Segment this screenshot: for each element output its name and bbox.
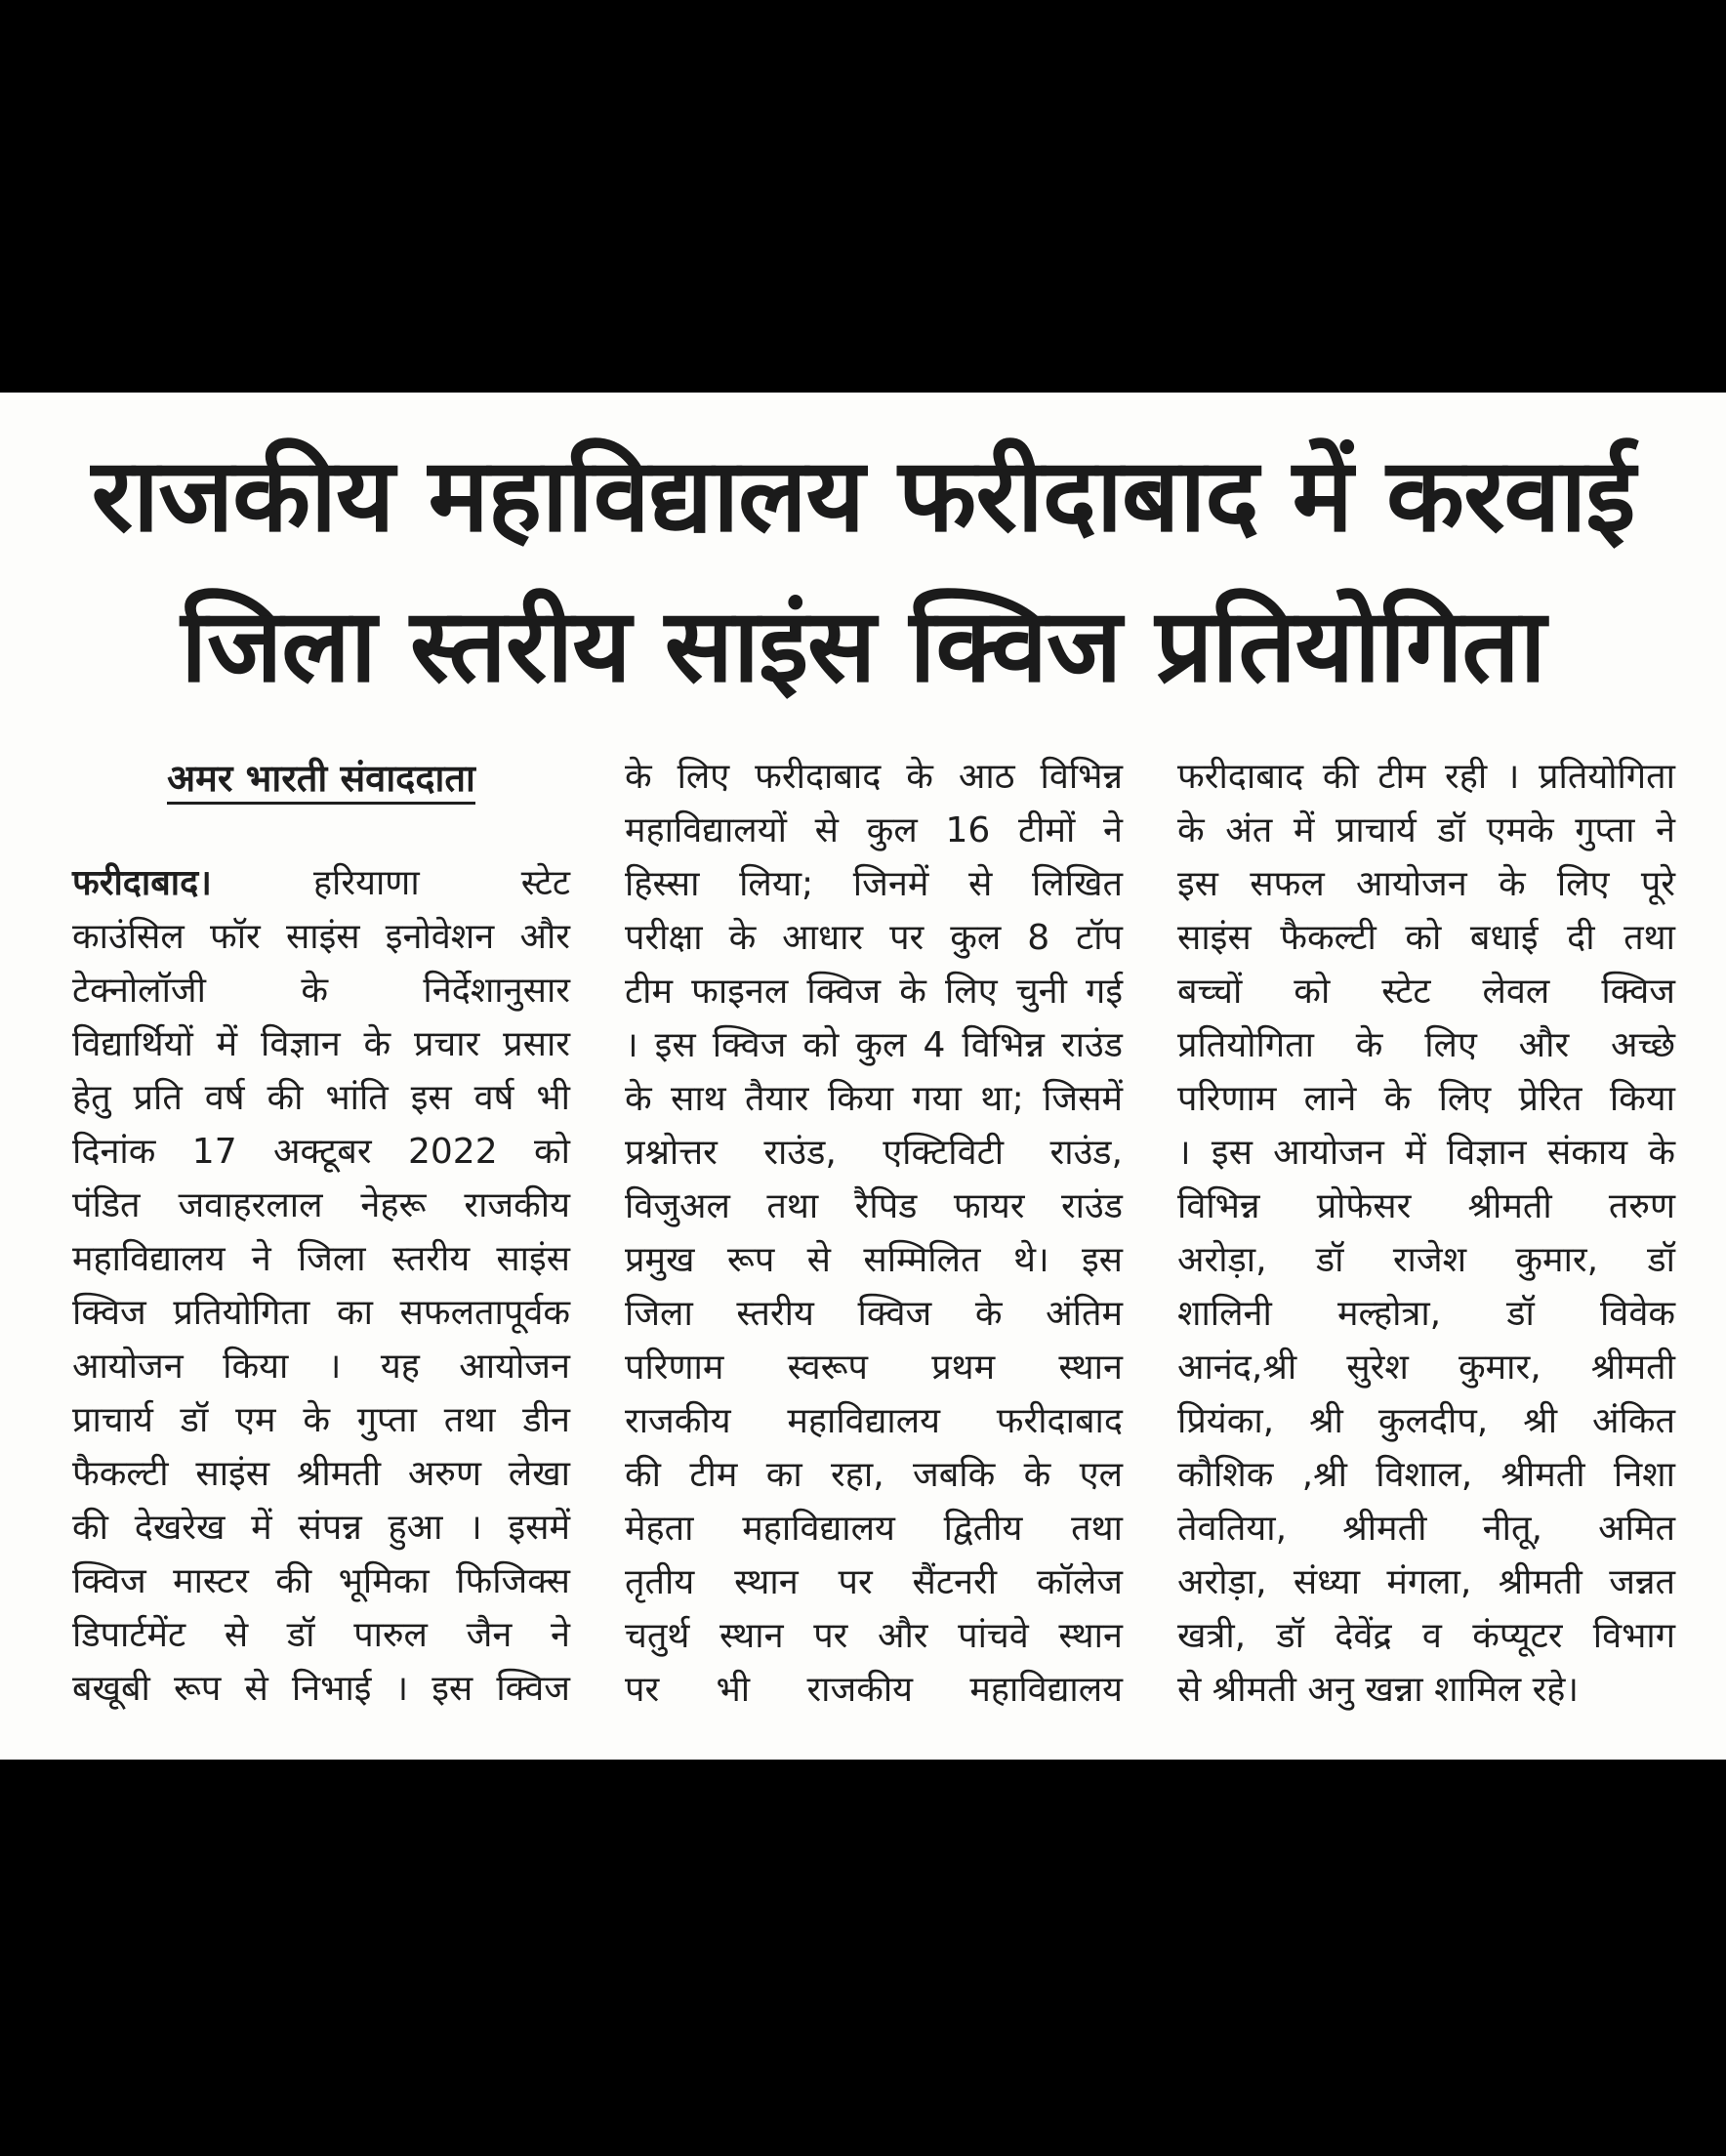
- article-line: फैकल्टी साइंस श्रीमती अरुण लेखा: [72, 1454, 570, 1494]
- article-line: विजुअल तथा रैपिड फायर राउंड: [625, 1186, 1123, 1226]
- article-line: आयोजन किया । यह आयोजन: [72, 1347, 570, 1387]
- article-line: राजकीय महाविद्यालय फरीदाबाद: [625, 1401, 1123, 1441]
- article-line: काउंसिल फॉर साइंस इनोवेशन और: [72, 917, 570, 957]
- article-line: दिनांक 17 अक्टूबर 2022 को: [72, 1132, 570, 1172]
- article-line: खत्री, डॉ देवेंद्र व कंप्यूटर विभाग: [1177, 1616, 1675, 1656]
- article-line: जिला स्तरीय क्विज के अंतिम: [625, 1294, 1123, 1334]
- article-column-3: [1177, 750, 1675, 1717]
- article-line: महाविद्यालय ने जिला स्तरीय साइंस: [72, 1239, 570, 1279]
- article-line: आनंद,श्री सुरेश कुमार, श्रीमती: [1177, 1348, 1675, 1388]
- article-line: परिणाम लाने के लिए प्रेरित किया: [1177, 1079, 1675, 1119]
- newspaper-clipping: [0, 393, 1726, 1760]
- article-line: क्विज प्रतियोगिता का सफलतापूर्वक: [72, 1293, 570, 1333]
- article-column-1: [72, 744, 570, 1716]
- article-line: बखूबी रूप से निभाई । इस क्विज: [72, 1669, 570, 1709]
- article-line: परिणाम स्वरूप प्रथम स्थान: [625, 1348, 1123, 1388]
- article-line: से श्रीमती अनु खन्ना शामिल रहे।: [1177, 1670, 1580, 1710]
- article-line: अरोड़ा, डॉ राजेश कुमार, डॉ: [1177, 1240, 1675, 1280]
- article-line: । इस क्विज को कुल 4 विभिन्न राउंड: [625, 1025, 1123, 1065]
- article-line: कौशिक ,श्री विशाल, श्रीमती निशा: [1177, 1455, 1675, 1495]
- article-line: इस सफल आयोजन के लिए पूरे: [1177, 864, 1675, 904]
- article-line: हिस्सा लिया; जिनमें से लिखित: [625, 864, 1123, 904]
- article-line: प्रियंका, श्री कुलदीप, श्री अंकित: [1177, 1401, 1675, 1441]
- article-text: हरियाणा स्टेट: [312, 863, 570, 903]
- article-line: मेहता महाविद्यालय द्वितीय तथा: [625, 1509, 1123, 1549]
- article-line: की टीम का रहा, जबकि के एल: [625, 1455, 1123, 1495]
- article-line: डिपार्टमेंट से डॉ पारुल जैन ने: [72, 1615, 570, 1655]
- article-line: विभिन्न प्रोफेसर श्रीमती तरुण: [1177, 1186, 1675, 1226]
- article-line: प्राचार्य डॉ एम के गुप्ता तथा डीन: [72, 1400, 570, 1440]
- article-line: चतुर्थ स्थान पर और पांचवे स्थान: [625, 1616, 1123, 1656]
- article-line: अरोड़ा, संध्या मंगला, श्रीमती जन्नत: [1177, 1562, 1675, 1602]
- article-line: फरीदाबाद की टीम रही । प्रतियोगिता: [1177, 757, 1675, 797]
- article-line: तेवतिया, श्रीमती नीतू, अमित: [1177, 1509, 1675, 1549]
- article-line: पर भी राजकीय महाविद्यालय: [625, 1670, 1123, 1710]
- article-line: पंडित जवाहरलाल नेहरू राजकीय: [72, 1185, 570, 1225]
- article-line: शालिनी मल्होत्रा, डॉ विवेक: [1177, 1294, 1675, 1334]
- article-line: । इस आयोजन में विज्ञान संकाय के: [1177, 1133, 1675, 1173]
- article-line: साइंस फैकल्टी को बधाई दी तथा: [1177, 918, 1675, 958]
- article-line: टेक्नोलॉजी के निर्देशानुसार: [72, 971, 570, 1011]
- article-line: [72, 856, 570, 910]
- article-line: महाविद्यालयों से कुल 16 टीमों ने: [625, 810, 1123, 850]
- headline: [29, 420, 1697, 721]
- headline-line-1: राजकीय महाविद्यालय फरीदाबाद में करवाई: [91, 435, 1635, 555]
- article-line: विद्यार्थियों में विज्ञान के प्रचार प्रसार: [72, 1024, 570, 1064]
- article-line: के साथ तैयार किया गया था; जिसमें: [625, 1079, 1123, 1119]
- article-line: प्रमुख रूप से सम्मिलित थे। इस: [625, 1240, 1123, 1280]
- article-line: प्रतियोगिता के लिए और अच्छे: [1177, 1025, 1675, 1065]
- article-line: तृतीय स्थान पर सैंटनरी कॉलेज: [625, 1562, 1123, 1602]
- dateline: फरीदाबाद।: [72, 863, 212, 903]
- article-line: क्विज मास्टर की भूमिका फिजिक्स: [72, 1561, 570, 1601]
- article-line: के अंत में प्राचार्य डॉ एमके गुप्ता ने: [1177, 810, 1675, 850]
- headline-line-2: जिला स्तरीय साइंस क्विज प्रतियोगिता: [181, 586, 1545, 705]
- article-line: टीम फाइनल क्विज के लिए चुनी गई: [625, 972, 1123, 1012]
- article-line: प्रश्नोत्तर राउंड, एक्टिविटी राउंड,: [625, 1133, 1123, 1173]
- article-line: हेतु प्रति वर्ष की भांति इस वर्ष भी: [72, 1078, 570, 1118]
- article-column-2: [625, 750, 1123, 1717]
- article-line: परीक्षा के आधार पर कुल 8 टॉप: [625, 918, 1123, 958]
- article-line: के लिए फरीदाबाद के आठ विभिन्न: [625, 757, 1123, 797]
- byline: अमर भारती संवाददाता: [72, 744, 570, 817]
- article-line: बच्चों को स्टेट लेवल क्विज: [1177, 972, 1675, 1012]
- article-line: की देखरेख में संपन्न हुआ । इसमें: [72, 1508, 570, 1548]
